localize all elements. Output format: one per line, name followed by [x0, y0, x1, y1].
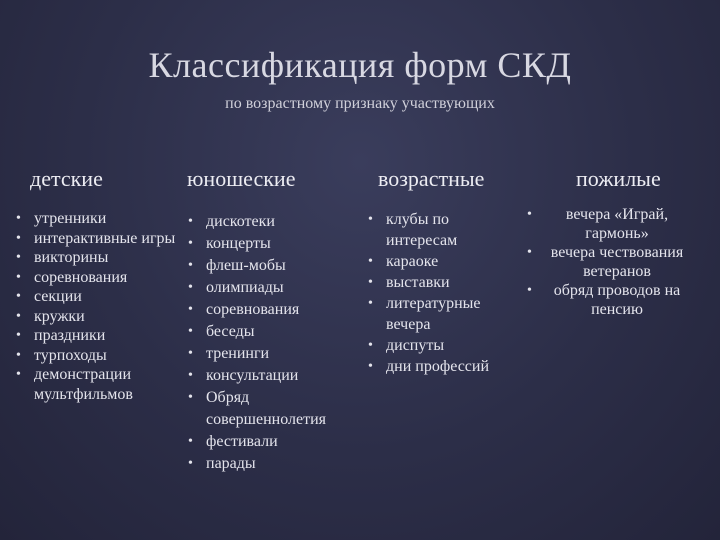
- list-item: • олимпиады: [188, 277, 366, 299]
- column-heading-elderly: пожилые: [576, 166, 661, 191]
- list-item: • тренинги: [188, 343, 366, 365]
- list-item: • утренники: [16, 209, 178, 229]
- column-list-adults: [368, 209, 523, 377]
- list-item: • интерактивные игры: [16, 229, 178, 249]
- list-item: • обряд проводов на пенсию: [527, 281, 689, 319]
- slide-subtitle: по возрастному признаку участвующих: [225, 95, 495, 112]
- list-item: • концерты: [188, 233, 366, 255]
- list-item: • клубы по интересам: [368, 209, 523, 251]
- column-heading-adults: возрастные: [378, 166, 485, 191]
- column-list-elderly: [527, 205, 689, 319]
- slide-title: Классификация форм СКД: [148, 45, 572, 85]
- list-item: • викторины: [16, 248, 178, 268]
- list-item: • турпоходы: [16, 346, 178, 366]
- list-item: • секции: [16, 287, 178, 307]
- list-item: • литературные вечера: [368, 293, 523, 335]
- list-item: • вечера чествования ветеранов: [527, 243, 689, 281]
- list-item: • выставки: [368, 272, 523, 293]
- column-list-children: [16, 209, 178, 404]
- list-item: • флеш-мобы: [188, 255, 366, 277]
- list-item: • соревнования: [16, 268, 178, 288]
- list-item: • караоке: [368, 251, 523, 272]
- list-item: • кружки: [16, 307, 178, 327]
- column-heading-youth: юношеские: [187, 166, 296, 191]
- column-heading-children: детские: [30, 166, 103, 191]
- column-list-youth: [188, 211, 366, 475]
- list-item: • праздники: [16, 326, 178, 346]
- list-item: • соревнования: [188, 299, 366, 321]
- list-item: • парады: [188, 453, 366, 475]
- list-item: • демонстрации мультфильмов: [16, 365, 178, 404]
- list-item: • консультации: [188, 365, 366, 387]
- list-item: • беседы: [188, 321, 366, 343]
- list-item: • дискотеки: [188, 211, 366, 233]
- list-item: • фестивали: [188, 431, 366, 453]
- list-item: • дни профессий: [368, 356, 523, 377]
- list-item: • вечера «Играй, гармонь»: [527, 205, 689, 243]
- list-item: • диспуты: [368, 335, 523, 356]
- list-item: • Обряд совершеннолетия: [188, 387, 346, 431]
